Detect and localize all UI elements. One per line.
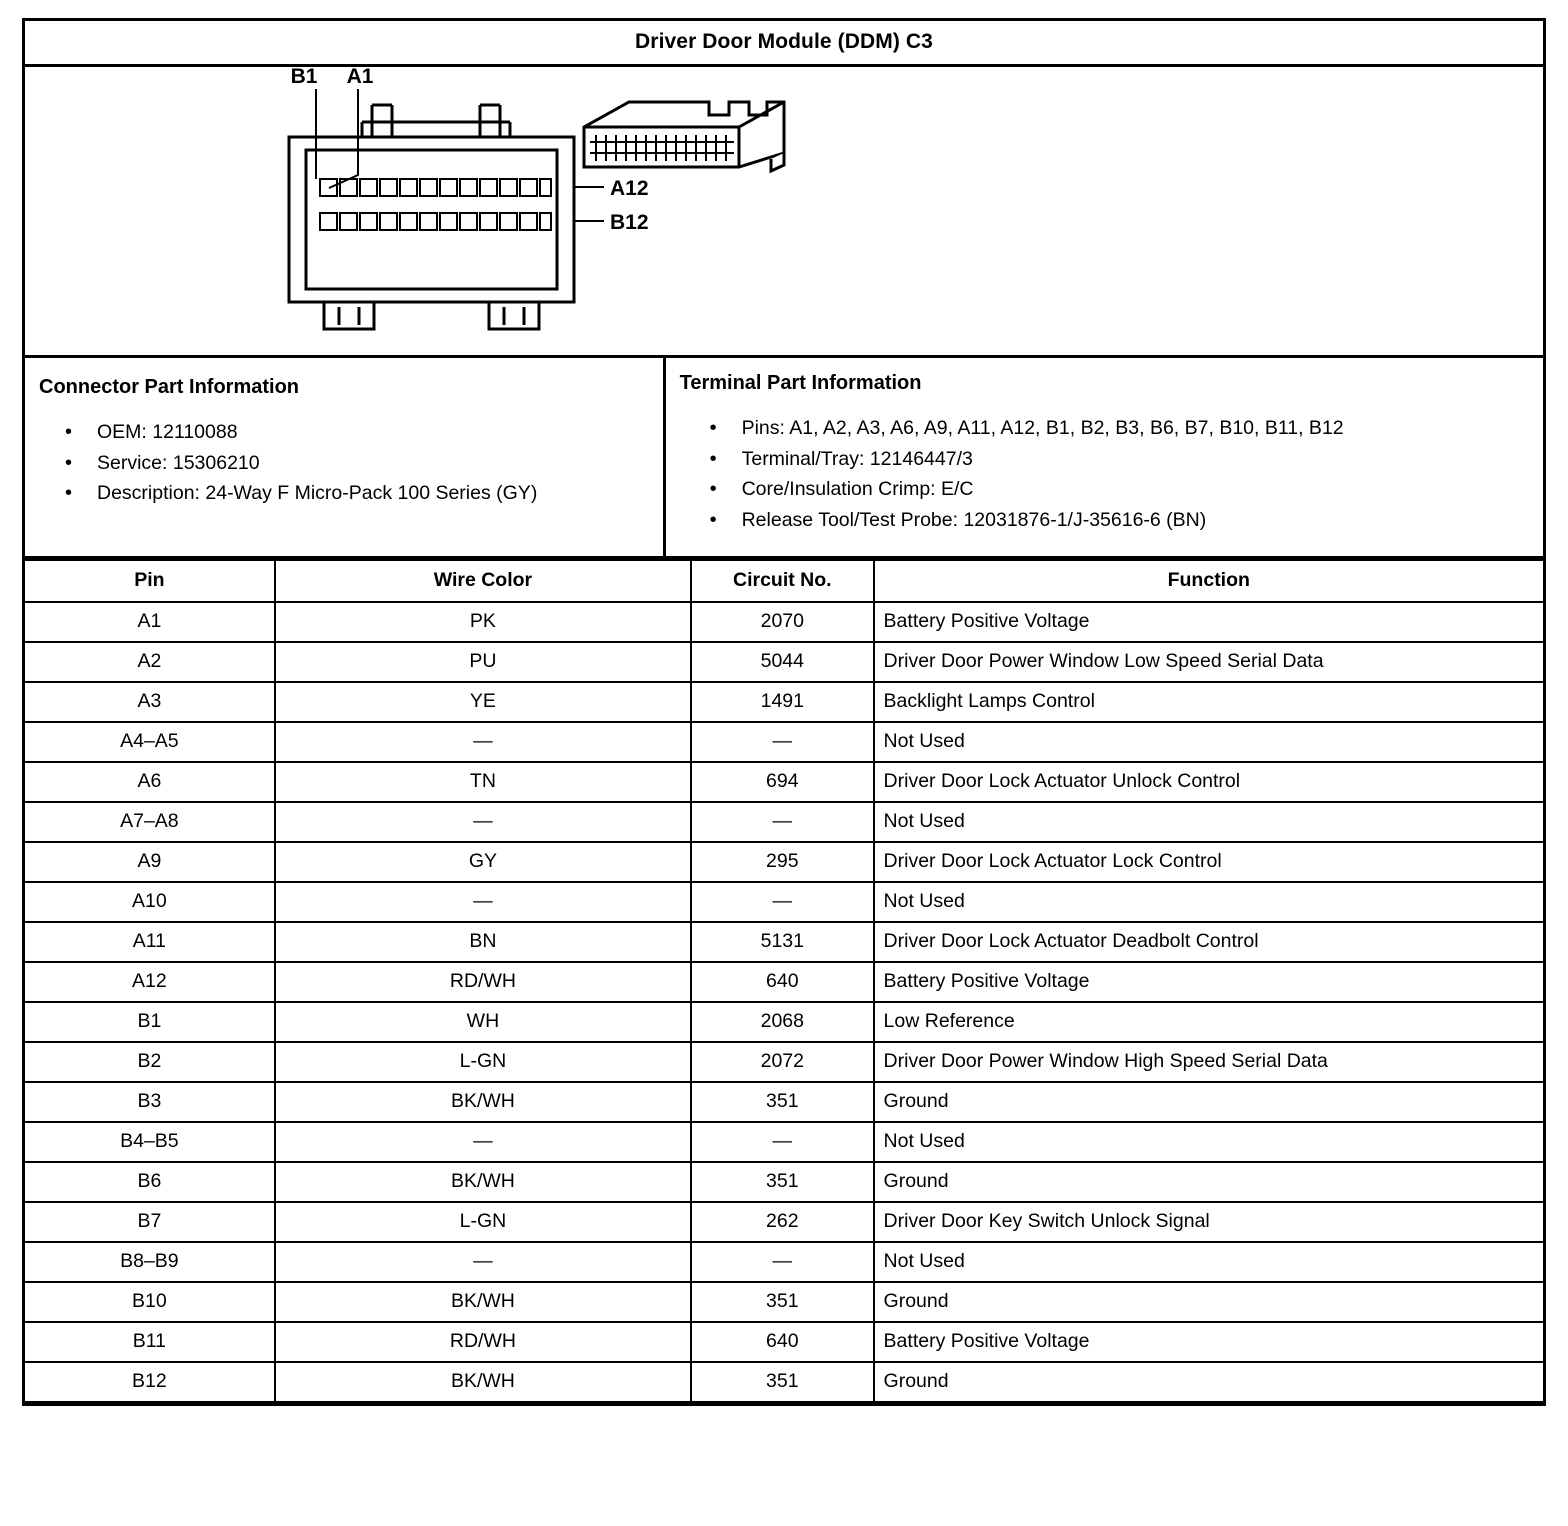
cell-function: Driver Door Power Window Low Speed Serial Data <box>874 642 1543 682</box>
cell-pin: B11 <box>25 1322 275 1362</box>
cell-circuit-no: 351 <box>691 1282 873 1322</box>
cell-wire-color: WH <box>275 1002 691 1042</box>
list-item: • Core/Insulation Crimp: E/C <box>742 476 1527 504</box>
cell-pin: B2 <box>25 1042 275 1082</box>
cell-wire-color: L-GN <box>275 1042 691 1082</box>
cell-pin: B7 <box>25 1202 275 1242</box>
cell-function: Ground <box>874 1162 1543 1202</box>
cell-circuit-no: 2068 <box>691 1002 873 1042</box>
cell-circuit-no: 5044 <box>691 642 873 682</box>
table-row <box>25 1122 1543 1162</box>
table-row <box>25 1362 1543 1402</box>
callout-label-a1: A1 <box>346 67 374 88</box>
terminal-part-list <box>680 415 1527 535</box>
table-body <box>25 602 1543 1402</box>
connector-part-information-heading: Connector Part Information <box>39 376 300 398</box>
cell-pin: B12 <box>25 1362 275 1402</box>
list-item: • Terminal/Tray: 12146447/3 <box>742 446 1527 474</box>
cell-circuit-no: 295 <box>691 842 873 882</box>
terminal-part-information-heading: Terminal Part Information <box>679 372 922 394</box>
connector-part-list <box>39 419 647 508</box>
cell-wire-color: RD/WH <box>275 962 691 1002</box>
page-title: Driver Door Module (DDM) C3 <box>25 21 1543 67</box>
table-row <box>25 922 1543 962</box>
cell-wire-color: BK/WH <box>275 1162 691 1202</box>
table-header-row <box>25 560 1543 602</box>
cell-pin: A10 <box>25 882 275 922</box>
list-item: • Description: 24-Way F Micro-Pack 100 Series (GY) <box>97 480 647 508</box>
cell-function: Ground <box>874 1282 1543 1322</box>
table-row <box>25 722 1543 762</box>
cell-pin: A12 <box>25 962 275 1002</box>
cell-function: Ground <box>874 1362 1543 1402</box>
cell-function: Driver Door Power Window High Speed Serial Data <box>874 1042 1543 1082</box>
table-row <box>25 1202 1543 1242</box>
cell-function: Not Used <box>874 722 1543 762</box>
cell-pin: B8–B9 <box>25 1242 275 1282</box>
list-item: • Service: 15306210 <box>97 450 647 478</box>
cell-wire-color: — <box>275 722 691 762</box>
cell-function: Battery Positive Voltage <box>874 602 1543 642</box>
cell-circuit-no: — <box>691 722 873 762</box>
cell-pin: B4–B5 <box>25 1122 275 1162</box>
table-row <box>25 1242 1543 1282</box>
terminal-part-information <box>666 358 1543 556</box>
cell-pin: A1 <box>25 602 275 642</box>
cell-function: Not Used <box>874 802 1543 842</box>
cell-wire-color: GY <box>275 842 691 882</box>
cell-wire-color: TN <box>275 762 691 802</box>
cell-circuit-no: 351 <box>691 1082 873 1122</box>
cell-pin: B10 <box>25 1282 275 1322</box>
cell-pin: A6 <box>25 762 275 802</box>
list-item: • OEM: 12110088 <box>97 419 647 447</box>
column-header-wire-color: Wire Color <box>275 560 691 602</box>
table-header <box>25 560 1543 602</box>
cell-wire-color: — <box>275 802 691 842</box>
connector-datasheet <box>22 18 1546 1406</box>
cell-pin: A9 <box>25 842 275 882</box>
table-row <box>25 882 1543 922</box>
cell-pin: A3 <box>25 682 275 722</box>
connector-part-information <box>25 358 666 556</box>
cell-function: Driver Door Lock Actuator Lock Control <box>874 842 1543 882</box>
cell-function: Not Used <box>874 1122 1543 1162</box>
list-item: • Pins: A1, A2, A3, A6, A9, A11, A12, B1, B2, B3, B6, B7, B10, B11, B12 <box>742 415 1527 443</box>
cell-function: Not Used <box>874 1242 1543 1282</box>
table-row <box>25 1042 1543 1082</box>
cell-circuit-no: 640 <box>691 1322 873 1362</box>
table-row <box>25 642 1543 682</box>
cell-function: Driver Door Lock Actuator Deadbolt Control <box>874 922 1543 962</box>
cell-function: Driver Door Key Switch Unlock Signal <box>874 1202 1543 1242</box>
cell-wire-color: L-GN <box>275 1202 691 1242</box>
part-information-row <box>25 358 1543 559</box>
cell-function: Battery Positive Voltage <box>874 1322 1543 1362</box>
cell-circuit-no: — <box>691 882 873 922</box>
cell-wire-color: RD/WH <box>275 1322 691 1362</box>
column-header-circuit-no: Circuit No. <box>691 560 873 602</box>
cell-circuit-no: 5131 <box>691 922 873 962</box>
cell-circuit-no: 1491 <box>691 682 873 722</box>
cell-pin: B3 <box>25 1082 275 1122</box>
cell-function: Driver Door Lock Actuator Unlock Control <box>874 762 1543 802</box>
cell-pin: A11 <box>25 922 275 962</box>
column-header-pin: Pin <box>25 560 275 602</box>
table-row <box>25 842 1543 882</box>
callout-label-b1: B1 <box>290 67 318 88</box>
list-item: • Release Tool/Test Probe: 12031876-1/J-35616-6 (BN) <box>742 507 1527 535</box>
table-row <box>25 1162 1543 1202</box>
table-row <box>25 1282 1543 1322</box>
cell-circuit-no: 262 <box>691 1202 873 1242</box>
connector-illustration <box>25 67 1543 358</box>
cell-pin: A2 <box>25 642 275 682</box>
cell-wire-color: — <box>275 1122 691 1162</box>
connector-diagram-svg <box>284 67 1284 355</box>
table-row <box>25 682 1543 722</box>
callout-label-a12: A12 <box>610 177 649 200</box>
pin-assignment-table <box>25 559 1543 1403</box>
cell-pin: A7–A8 <box>25 802 275 842</box>
connector-isometric-view <box>584 102 784 171</box>
cell-circuit-no: — <box>691 1122 873 1162</box>
cell-wire-color: — <box>275 1242 691 1282</box>
table-row <box>25 1322 1543 1362</box>
table-row <box>25 1082 1543 1122</box>
cell-function: Not Used <box>874 882 1543 922</box>
cell-wire-color: BK/WH <box>275 1282 691 1322</box>
cell-wire-color: BK/WH <box>275 1082 691 1122</box>
cell-circuit-no: 351 <box>691 1362 873 1402</box>
cell-circuit-no: — <box>691 802 873 842</box>
cell-wire-color: PK <box>275 602 691 642</box>
cell-function: Backlight Lamps Control <box>874 682 1543 722</box>
cell-wire-color: YE <box>275 682 691 722</box>
cell-circuit-no: 640 <box>691 962 873 1002</box>
cell-circuit-no: 2072 <box>691 1042 873 1082</box>
table-row <box>25 962 1543 1002</box>
table-row <box>25 762 1543 802</box>
cell-function: Battery Positive Voltage <box>874 962 1543 1002</box>
callout-label-b12: B12 <box>610 211 649 234</box>
cell-circuit-no: 694 <box>691 762 873 802</box>
cell-pin: B6 <box>25 1162 275 1202</box>
cell-pin: B1 <box>25 1002 275 1042</box>
table-row <box>25 602 1543 642</box>
cell-circuit-no: — <box>691 1242 873 1282</box>
cell-circuit-no: 351 <box>691 1162 873 1202</box>
column-header-function: Function <box>874 560 1543 602</box>
cell-wire-color: — <box>275 882 691 922</box>
cell-wire-color: PU <box>275 642 691 682</box>
cell-pin: A4–A5 <box>25 722 275 762</box>
cell-function: Low Reference <box>874 1002 1543 1042</box>
table-row <box>25 1002 1543 1042</box>
cell-function: Ground <box>874 1082 1543 1122</box>
cell-wire-color: BK/WH <box>275 1362 691 1402</box>
cell-wire-color: BN <box>275 922 691 962</box>
table-row <box>25 802 1543 842</box>
cell-circuit-no: 2070 <box>691 602 873 642</box>
